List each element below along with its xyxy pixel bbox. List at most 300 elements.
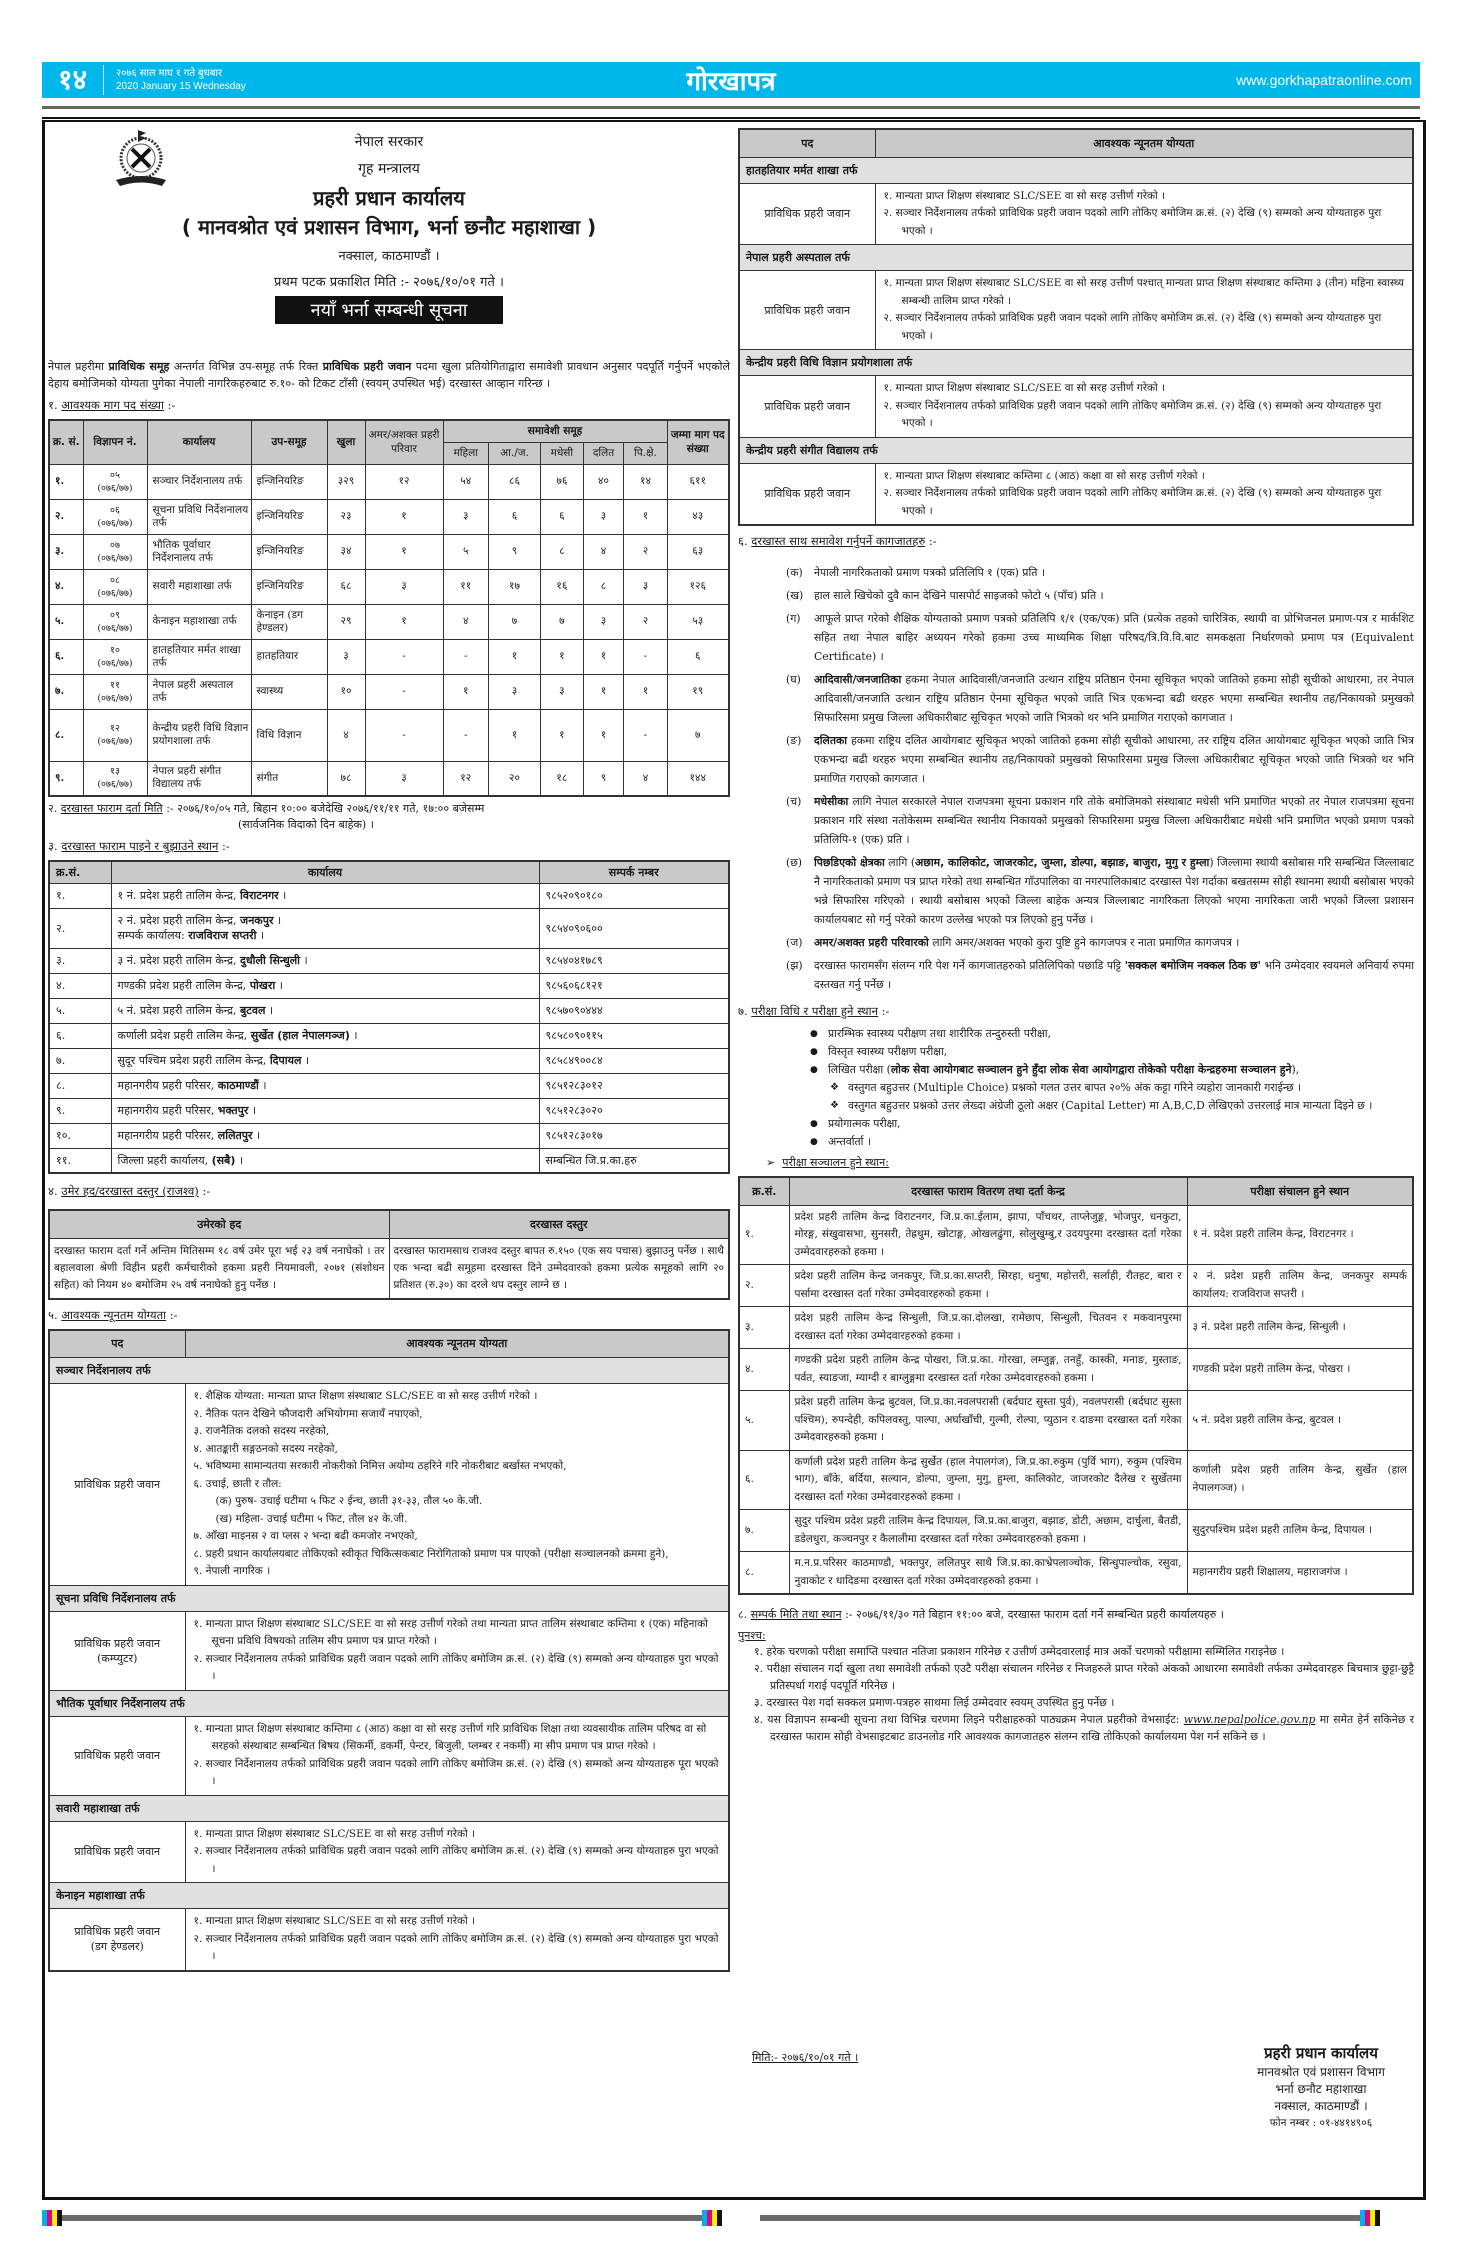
adv-number: ०७ — [110, 539, 120, 551]
section-heading: आवश्यक माग पद संख्या — [61, 398, 164, 412]
requirement-item: ८. प्रहरी प्रधान कार्यालयबाट तोकिएको स्वीकृत चिकित्सकबाट निरोगिताको प्रमाण पत्र पाएको (परीक्षा सञ्चालनको क्रममा हुने), — [193, 1547, 669, 1560]
table-row — [49, 534, 729, 569]
document-body: ) जिल्लामा स्थायी बसोबास गरि सम्बन्धित जिल्लाबाट नै नागरिकताको प्रमाण पत्र प्राप्त गरेको तथा सम्बन्धित गाँउपालिका वा नगरपालिकाबाट दरखास्त पेश गर्दाका बखतसम्म सोही स्थानमा स्थायी बसोबास भएको भन्ने सिफारिस गरिएको । स्थायी बसोबास भएको जिल्ला बाहेक अन्यत्र जिल्लाबाट नागरिकता लिएको भएमा नागरिकता जारी भएको जिल्ला प्रशासन कार्यालयबाट सो गर्नु परेको कारण उल्लेख भएको पत्र लिएको हुनु पर्नेछ । — [814, 856, 1414, 926]
postscript-item: २. परीक्षा संचालन गर्दा खुला तथा समावेशी तर्फको एउटै परीक्षा संचालन गरिनेछ र निजहरुले प्राप्त गरेको अंकको आधारमा समावेशी तर्फका उम्मेदवारहरु बिचमात्र छुट्टा-छुट्टै प्रतिस्पर्धा गराई पदपूर्ति गरिनेछ । — [754, 1662, 1414, 1692]
intro-text: पदमा खुला प्रतियोगिताद्वारा समावेशी प्रावधान अनुसार पदपूर्ति गर्नुपर्ने भएकोले देहाय बमोजिमको योग्यता पुगेका नेपाली नागरिकहरुबाट रु.१०- को टिकट टाँसी (स्वयम् उपस्थित भई) दरखास्त आव्हान गरिन्छ । — [48, 360, 730, 390]
requirement-item: २. सञ्चार निर्देशनालय तर्फको प्राविधिक प्रहरी जवान पदको लागि तोकिए बमोजिम क्र.सं. (२) देखि (९) सम्मको अन्य योग्यताहरु पुरा भएको । — [193, 1845, 719, 1875]
requirement-item: १. मान्यता प्राप्त शिक्षण संस्थाबाट SLC/SEE वा सो सरह उत्तीर्ण गरेको । — [193, 1915, 476, 1927]
cell-subgroup: स्वास्थ्य — [251, 674, 327, 709]
category-name: नेपाल प्रहरी अस्पताल तर्फ — [739, 245, 1413, 271]
cell-madhesi: १ — [541, 709, 584, 761]
fee-text: दरखास्त फारामसाथ राजश्व दस्तुर बापत रु.१५० (एक सय पचास) बुझाउनु पर्नेछ । साथै एक भन्दा बढी समूहमा दरखास्त दिने उम्मेदवारको हकमा प्रत्येक समूहको लागि २० प्रतिशत (रु.३०) का दरले थप दस्तुर लाग्ने छ । — [389, 1238, 729, 1299]
cell-sn: ७. — [739, 1510, 789, 1552]
adv-year: (०७६/७७) — [97, 552, 133, 564]
cell-madhesi: ७ — [541, 604, 584, 639]
cell-venue: कर्णाली प्रदेश प्रहरी तालिम केन्द्र, सुर्खेत (हाल नेपालगञ्ज) । — [1187, 1450, 1413, 1510]
cell-requirements — [875, 376, 1413, 438]
cell-open: २९ — [327, 604, 365, 639]
section-number: ७. — [738, 1004, 748, 1018]
cell-office: सूचना प्रविधि निर्देशनालय तर्फ — [147, 499, 251, 534]
category-row — [739, 437, 1413, 463]
section-heading: दरखास्त फाराम दर्ता मिति — [60, 802, 163, 815]
requirement-item: (क) पुरुष- उचाई घटीमा ५ फिट २ ईन्च, छाती ३१-३३, तौल ५० के.जी. — [215, 1495, 483, 1507]
document-body: नेपाली नागरिकताको प्रमाण पत्रको प्रतिलिपि १ (एक) प्रति । — [814, 566, 1045, 579]
cell-office: महानगरीय प्रहरी परिसर, काठमाण्डौं । — [111, 1073, 539, 1098]
cell-office: महानगरीय प्रहरी परिसर, ललितपुर । — [111, 1123, 539, 1148]
document-body: लागि अमर/अशक्त भएको कुरा पुष्टि हुने कागजपत्र र नाता प्रमाणित कागजपत्र । — [928, 936, 1240, 949]
cell-office: २ नं. प्रदेश प्रहरी तालिम केन्द्र, जनकपुर । सम्पर्क कार्यालय: राजविराज सप्तरी । — [111, 908, 539, 948]
office-text: कर्णाली प्रदेश प्रहरी तालिम केन्द्र, — [117, 1029, 251, 1042]
date-nepali: २०७६ साल माघ १ गते बुधबार — [116, 68, 223, 79]
cell-phone: ९८५१२८३०१७ — [539, 1123, 729, 1148]
cell-madhesi: १ — [541, 639, 584, 674]
cell-dalit: १ — [583, 709, 624, 761]
cell-dalit: ४ — [583, 534, 624, 569]
cell-women: - — [443, 639, 488, 674]
requirement-item: १. मान्यता प्राप्त शिक्षण संस्थाबाट SLC/SEE वा सो सरह उत्तीर्ण गरेको । — [883, 382, 1166, 394]
post-name: प्राविधिक प्रहरी जवान — [764, 303, 851, 317]
cell-sn: २. — [49, 908, 111, 948]
post-subtitle: (डग हेण्डलर) — [90, 1940, 144, 1954]
cell-post — [49, 1611, 185, 1690]
requirement-item: ६. उचाई, छाती र तौल: — [193, 1477, 282, 1490]
office-text: महानगरीय प्रहरी परिसर, — [117, 1104, 218, 1117]
postscript-item: १. हरेक चरणको परीक्षा समाप्ति पश्चात नतिजा प्रकाशन गरिनेछ र उत्तीर्ण उम्मेदवारलाई मात्र अर्को चरणको परीक्षामा सम्मिलित गराइनेछ । — [754, 1645, 1285, 1658]
cell-center: सुदुर पश्चिम प्रदेश प्रहरी तालिम केन्द्र दिपायल, जि.प्र.का.बाजुरा, बझाङ, डोटी, अछाम, दार्चुला, बैतडी, डडेलधुरा, कञ्चनपुर र कैलालीमा दरखास्त दर्ता गरेका उम्मेदवारहरुको हकमा । — [789, 1510, 1187, 1552]
table-row — [49, 973, 729, 998]
document-bold: आदिवासी/जनजातिका — [814, 673, 902, 686]
cell-subgroup: केनाइन (डग हेण्डलर) — [251, 604, 327, 639]
cell-office: केन्द्रीय प्रहरी विधि विज्ञान प्रयोगशाला तर्फ — [147, 709, 251, 761]
cell-women: १२ — [443, 761, 488, 796]
cell-janajati: १७ — [488, 569, 540, 604]
col-dalit: दलित — [583, 442, 624, 464]
cell-backward: - — [624, 709, 667, 761]
cell-sn: १०. — [49, 1123, 111, 1148]
cell-center: म.न.प्र.परिसर काठमाण्डौ, भक्तपुर, ललितपुर साथै जि.प्र.का.काभ्रेपलाञ्चोक, सिन्धुपाल्चोक, रसुवा, नुवाकोट र धादिङमा दरखास्त दर्ता गरेका उम्मेदवारहरुको हकमा । — [789, 1552, 1187, 1595]
cell-post — [49, 1384, 185, 1586]
document-body: दरखास्त फारामसँग संलग्न गरि पेश गर्ने कागजातहरुको प्रतिलिपिको पछाडि पट्टि — [814, 959, 1125, 972]
cell-women: ५ — [443, 534, 488, 569]
col-requirement: आवश्यक न्यूनतम योग्यता — [875, 129, 1413, 157]
cell-women: - — [443, 709, 488, 761]
category-row — [739, 245, 1413, 271]
cell-adv — [83, 499, 147, 534]
contact-date-text: :- २०७६/११/३० गते बिहान ११:०० बजे, दरखास्त फाराम दर्ता गर्ने सम्बन्धित प्रहरी कार्यालयहरु । — [841, 1608, 1224, 1621]
issue-dates — [104, 67, 246, 93]
category-row — [739, 350, 1413, 376]
qualification-row — [49, 1384, 729, 1586]
table-row — [739, 1552, 1413, 1595]
cell-phone: ९८५४०४१७८९ — [539, 948, 729, 973]
cell-adv — [83, 761, 147, 796]
table-row — [49, 464, 729, 499]
adv-year: (०७६/७७) — [97, 622, 133, 634]
adv-year: (०७६/७७) — [97, 779, 133, 791]
cmyk-marks — [702, 2210, 722, 2226]
cell-venue: ५ नं. प्रदेश प्रहरी तालिम केन्द्र, बुटवल । — [1187, 1391, 1413, 1451]
cell-center: प्रदेश प्रहरी तालिम केन्द्र विराटनगर, जि.प्र.का.ईलाम, झापा, पाँचथर, ताप्लेजुङ्ग, भोजपुर, धनकुटा, मोरङ्ग, संखुवासभा, सुनसरी, तेह्रथुम, खोटाङ्ग, ओखलढुंगा, सोलुखुम्बु,र उदयपुरमा दरखास्त दर्ता गरेका उम्मेदवारहरुको हकमा । — [789, 1205, 1187, 1265]
table-row — [49, 1148, 729, 1173]
section-heading: परीक्षा विधि र परीक्षा हुने स्थान — [751, 1004, 879, 1018]
section-2 — [48, 801, 730, 833]
intro-text: नेपाल प्रहरीमा — [48, 360, 109, 373]
cell-women: ११ — [443, 569, 488, 604]
table-row — [49, 674, 729, 709]
adv-year: (०७६/७७) — [97, 692, 133, 704]
intro-paragraph — [48, 358, 730, 392]
cell-backward: २ — [624, 534, 667, 569]
cell-dalit: ३ — [583, 604, 624, 639]
cell-requirements — [185, 1611, 729, 1690]
table-row — [49, 908, 729, 948]
exam-step-text: विस्तृत स्वास्थ्य परीक्षण परीक्षा, — [828, 1045, 948, 1058]
cell-center: प्रदेश प्रहरी तालिम केन्द्र बुटवल, जि.प्र.का.नवलपरासी (बर्दघाट सुस्ता पुर्व), नवलपरासी (बर्दघाट सुस्ता पश्चिम), रुपन्देही, कपिलवस्तु, पाल्पा, अर्घाखाँची, गुल्मी, रोल्पा, प्युठान र दाङमा दरखास्त दर्ता गरेका उम्मेदवारहरुको हकमा । — [789, 1391, 1187, 1451]
cell-sn: ३. — [49, 534, 83, 569]
cell-phone: ९८५८४९००८४ — [539, 1048, 729, 1073]
cell-madhesi: ७६ — [541, 464, 584, 499]
adv-year: (०७६/७७) — [97, 517, 133, 529]
cell-requirements — [185, 1821, 729, 1883]
adv-number: ०८ — [110, 574, 120, 586]
col-backward: पि.क्षे. — [624, 442, 667, 464]
cell-total: ४३ — [667, 499, 729, 534]
cell-family: - — [365, 709, 443, 761]
print-registration-bar — [62, 2215, 707, 2221]
requirement-item: २. नैतिक पतन देखिने फौजदारी अभियोगमा सजायँ नपाएको, — [193, 1407, 423, 1420]
requirement-item: (ख) महिला- उचाई घटीमा ५ फिट, तौल ४२ के.जी. — [215, 1512, 408, 1525]
required-documents-list — [738, 563, 1414, 994]
cell-total: ६११ — [667, 464, 729, 499]
cell-post — [49, 1909, 185, 1971]
table-row — [49, 883, 729, 908]
cell-sn: ६. — [739, 1450, 789, 1510]
exam-step-bold: लोक सेवा आयोगबाट सञ्चालन हुने हुँदा लोक सेवा आयोगद्वारा तोकेको परीक्षा केन्द्रहरुमा सञ्चालन हुने — [890, 1063, 1292, 1076]
cell-post — [49, 1716, 185, 1795]
cell-sn: ११. — [49, 1148, 111, 1173]
cell-office: नेपाल प्रहरी अस्पताल तर्फ — [147, 674, 251, 709]
cell-dalit: ४० — [583, 464, 624, 499]
cell-phone: ९८५१२८३०२० — [539, 1098, 729, 1123]
category-name: सञ्चार निर्देशनालय तर्फ — [49, 1358, 729, 1384]
document-text — [814, 563, 1414, 582]
cell-madhesi: ८ — [541, 534, 584, 569]
cell-backward: - — [624, 639, 667, 674]
cell-madhesi: १८ — [541, 761, 584, 796]
qualification-row — [739, 183, 1413, 245]
cell-open: ७८ — [327, 761, 365, 796]
col-subgroup: उप-समूह — [251, 420, 327, 464]
print-registration-bar — [760, 2215, 1365, 2221]
cell-family: ३ — [365, 569, 443, 604]
exam-step-text: लिखित परीक्षा ( — [828, 1063, 891, 1076]
cell-total: ५३ — [667, 604, 729, 639]
document-item — [738, 563, 1414, 582]
cell-venue: ३ नं. प्रदेश प्रहरी तालिम केन्द्र, सिन्धुली । — [1187, 1307, 1413, 1349]
document-text — [814, 586, 1414, 605]
cell-center: गण्डकी प्रदेश प्रहरी तालिम केन्द्र पोखरा, जि.प्र.का. गोरखा, लम्जुङ्ग, तनहुँ, कास्की, मनाङ, मुस्ताङ, पर्वत, स्याङजा, म्याग्दी र बाग्लुङ्गमा दरखास्त दर्ता गरेका उम्मेदवारहरुको हकमा । — [789, 1349, 1187, 1391]
cell-women: ४ — [443, 604, 488, 639]
cell-total: १२६ — [667, 569, 729, 604]
adv-number: ०९ — [110, 609, 120, 621]
section-7-title — [738, 1004, 1414, 1019]
cell-subgroup: विधि विज्ञान — [251, 709, 327, 761]
requirement-item: ५. भविष्यमा सामान्यतया सरकारी नोकरीको निमित्त अयोग्य ठहरिने गरि नोकरीबाट बर्खास्त नभएको, — [193, 1460, 567, 1472]
col-sn: क्र.सं. — [739, 1177, 789, 1205]
notice-date: मिति:- २०७६/१०/०१ गते । — [752, 2051, 859, 2064]
post-name: प्राविधिक प्रहरी जवान — [74, 1845, 161, 1859]
cell-janajati: २० — [488, 761, 540, 796]
cell-venue: सुदुरपश्चिम प्रदेश प्रहरी तालिम केन्द्र, दिपायल । — [1187, 1510, 1413, 1552]
adv-year: (०७६/७७) — [97, 482, 133, 494]
website-link[interactable]: www.gorkhapatraonline.com — [1236, 72, 1412, 88]
cell-sn: ९. — [49, 761, 83, 796]
cell-venue: १ नं. प्रदेश प्रहरी तालिम केन्द्र, विराटनगर । — [1187, 1205, 1413, 1265]
arrow-icon: ➢ — [766, 1156, 776, 1169]
document-item — [738, 586, 1414, 605]
cell-family: १ — [365, 499, 443, 534]
intro-bold: प्राविधिक प्रहरी जवान — [322, 360, 412, 373]
table-row — [49, 1098, 729, 1123]
adv-year: (०७६/७७) — [97, 736, 133, 747]
document-bold: अमर/अशक्त प्रहरी परिवारको — [814, 936, 929, 949]
exam-step — [738, 1061, 1414, 1079]
document-text — [814, 933, 1414, 952]
office-location: (सबै) — [211, 1153, 236, 1167]
category-row — [49, 1358, 729, 1384]
masthead-rule — [42, 106, 1420, 109]
office-text: महानगरीय प्रहरी परिसर, — [117, 1079, 218, 1092]
table-row — [49, 604, 729, 639]
section-heading: सम्पर्क मिति तथा स्थान — [750, 1608, 842, 1621]
cell-office: जिल्ला प्रहरी कार्यालय, (सबै) । — [111, 1148, 539, 1173]
section-8 — [738, 1607, 1414, 1622]
section-heading: दरखास्त फाराम पाइने र बुझाउने स्थान — [61, 839, 219, 853]
cell-sn: १. — [49, 883, 111, 908]
requirement-item: ४. आतङ्कारी सङ्गठनको सदस्य नरहेको, — [193, 1442, 338, 1455]
document-label: (ग) — [786, 612, 801, 625]
cell-phone: ९८५८०९०११५ — [539, 1023, 729, 1048]
intro-text: अन्तर्गत विभिन्न उप-समूह तर्फ रिक्त — [169, 360, 323, 373]
cell-dalit: ३ — [583, 499, 624, 534]
category-row — [49, 1690, 729, 1716]
table-row — [739, 1265, 1413, 1307]
cell-madhesi: ६ — [541, 499, 584, 534]
category-row — [49, 1883, 729, 1909]
section-suffix: :- — [925, 534, 937, 548]
cell-requirements — [185, 1909, 729, 1971]
col-venue: परीक्षा संचालन हुने स्थान — [1187, 1177, 1413, 1205]
cell-post — [739, 271, 875, 350]
cell-backward: १४ — [624, 464, 667, 499]
section-heading: आवश्यक न्यूनतम योग्यता — [61, 1307, 167, 1322]
cell-office: सवारी महाशाखा तर्फ — [147, 569, 251, 604]
cell-janajati: ७ — [488, 604, 540, 639]
requirement-item: २. सञ्चार निर्देशनालय तर्फको प्राविधिक प्रहरी जवान पदको लागि तोकिए बमोजिम क्र.सं. (२) देखि (९) सम्मको अन्य योग्यताहरु पुरा भएको । — [883, 312, 1382, 342]
document-item — [738, 731, 1414, 788]
cell-backward: ४ — [624, 761, 667, 796]
cell-center: प्रदेश प्रहरी तालिम केन्द्र जनकपुर, जि.प्र.का.सप्तरी, सिरहा, धनुषा, महोत्तरी, सर्लाही, रौतहट, बारा र पर्सामा दरखास्त दर्ता गरेका उम्मेदवारहरुको हकमा । — [789, 1265, 1187, 1307]
adv-number: ०५ — [110, 469, 120, 481]
office-text: ५ नं. प्रदेश प्रहरी तालिम केन्द्र, — [117, 1004, 241, 1017]
cell-total: ७ — [667, 709, 729, 761]
qualification-row — [49, 1716, 729, 1795]
exam-step — [738, 1079, 1414, 1097]
section-suffix: :- — [218, 839, 230, 853]
adv-number: ११ — [110, 679, 120, 691]
col-requirement: आवश्यक न्यूनतम योग्यता — [185, 1330, 729, 1358]
category-name: भौतिक पूर्वाधार निर्देशनालय तर्फ — [49, 1690, 729, 1716]
category-name: सवारी महाशाखा तर्फ — [49, 1795, 729, 1821]
cell-sn: ८. — [739, 1552, 789, 1595]
category-name: सूचना प्रविधि निर्देशनालय तर्फ — [49, 1585, 729, 1611]
cell-adv — [83, 639, 147, 674]
cell-sn: १. — [739, 1205, 789, 1265]
cell-madhesi: १६ — [541, 569, 584, 604]
col-family: अमर/अशक्त प्रहरी परिवार — [365, 420, 443, 464]
section-heading: उमेर हद/दरखास्त दस्तुर (राजश्व) — [61, 1184, 199, 1198]
intro-bold: प्राविधिक समूह — [108, 360, 170, 373]
qualification-row — [739, 271, 1413, 350]
cell-family: १ — [365, 534, 443, 569]
document-body: भनि उम्मेदवार स्वयमले अनिवार्य रुपमा दस्तखत गर्नु पर्नेछ । — [814, 959, 1415, 991]
cell-dalit: १ — [583, 674, 624, 709]
cell-backward: ३ — [624, 569, 667, 604]
cell-total: १४४ — [667, 761, 729, 796]
table-row — [49, 761, 729, 796]
age-fee-table — [48, 1209, 730, 1300]
document-text — [814, 731, 1414, 788]
adv-number: १२ — [110, 723, 120, 734]
adv-number: १३ — [110, 766, 120, 778]
cell-janajati: १ — [488, 709, 540, 761]
cell-subgroup: इन्जिनियरिङ — [251, 534, 327, 569]
category-row — [49, 1795, 729, 1821]
cell-post — [49, 1821, 185, 1883]
cell-phone: सम्बन्धित जि.प्र.का.हरु — [539, 1148, 729, 1173]
contact-office-text: सम्पर्क कार्यालय: — [117, 929, 189, 942]
office-location: पोखरा — [249, 979, 276, 992]
department-name: ( मानवश्रोत एवं प्रशासन विभाग, भर्ना छनौट महाशाखा ) — [181, 215, 597, 239]
cell-office: महानगरीय प्रहरी परिसर, भक्तपुर । — [111, 1098, 539, 1123]
issuer-division: भर्ना छनौट महाशाखा — [1275, 2082, 1367, 2096]
cell-janajati: ६ — [488, 499, 540, 534]
document-bold: दलितका — [814, 734, 848, 747]
document-body: हकमा राष्ट्रिय दलित आयोगबाट सूचिकृत भएको जातिको हकमा सोही सूचीको आधारमा, तर राष्ट्रिय दलित आयोगबाट सूचिकृत भएको जाति भित्र एकभन्दा बढी थरहरु भएमा सम्बन्धित स्थानीय तह/निकायको प्रमुखको सिफारिसमा प्रमुख जिल्ला अधिकारीबाट सूचिकृत भएको जाति भित्रको थर भनि प्रमाणित गराएको कागजात । — [814, 734, 1414, 785]
cell-requirements — [875, 271, 1413, 350]
office-location: जनकपुर — [240, 914, 274, 927]
cell-backward: १ — [624, 499, 667, 534]
cell-adv — [83, 604, 147, 639]
post-name: प्राविधिक प्रहरी जवान — [74, 1636, 161, 1650]
cell-phone: ९८५४०९०६०० — [539, 908, 729, 948]
table-row — [49, 639, 729, 674]
cell-sn: ६. — [49, 1023, 111, 1048]
office-text: ३ नं. प्रदेश प्रहरी तालिम केन्द्र, — [117, 954, 241, 967]
cell-janajati: ३ — [488, 674, 540, 709]
section-3-title — [48, 839, 730, 854]
cell-subgroup: इन्जिनियरिङ — [251, 499, 327, 534]
cell-center: कर्णाली प्रदेश प्रहरी तालिम केन्द्र सुर्खेत (हाल नेपालगंज), जि.प्र.का.रुकुम (पुर्वि भाग), रुकुम (पश्चिम भाग), बाँके, बर्दिया, सल्यान, डोल्पा, जुम्ला, मुगु, हुम्ला, कालिकोट, जाजरकोट दैलेख र सुर्खेतमा दरखास्त दर्ता गरेका उम्मेदवारहरुको हकमा । — [789, 1450, 1187, 1510]
section-number: ३. — [48, 839, 58, 853]
requirement-item: १. शैक्षिक योग्यता: मान्यता प्राप्त शिक्षण संस्थाबाट SLC/SEE वा सो सरह उत्तीर्ण गरेको । — [193, 1390, 538, 1402]
masthead-rule-dark — [42, 117, 1420, 119]
office-text: सुदूर पश्चिम प्रदेश प्रहरी तालिम केन्द्र, — [117, 1054, 270, 1067]
cell-women: १ — [443, 674, 488, 709]
cell-total: १९ — [667, 674, 729, 709]
posts-table — [48, 419, 730, 797]
cell-phone: ९८५१२८३०१२ — [539, 1073, 729, 1098]
table-row — [739, 1205, 1413, 1265]
registration-dates: :- २०७६/१०/०५ गते, बिहान १०:०० बजेदेखि २०७६/११/११ गते, १७:०० बजेसम्म — [162, 802, 485, 815]
cell-sn: ६. — [49, 639, 83, 674]
office-location: सुर्खेत (हाल नेपालगञ्ज) — [250, 1029, 350, 1042]
contact-office-location: राजविराज सप्तरी — [188, 929, 257, 942]
requirement-item: ७. आँखा माइनस २ वा प्लस २ भन्दा बढी कमजोर नभएको, — [193, 1530, 418, 1542]
cell-janajati: ९ — [488, 534, 540, 569]
page-number: १४ — [42, 65, 104, 95]
requirement-item: २. सञ्चार निर्देशनालय तर्फको प्राविधिक प्रहरी जवान पदको लागि तोकिए बमोजिम क्र.सं. (२) देखि (९) सम्मको अन्य योग्यताहरु पुरा भएको । — [883, 399, 1382, 429]
cell-requirements — [185, 1716, 729, 1795]
office-location: बुटवल — [240, 1004, 266, 1017]
cell-janajati: १ — [488, 639, 540, 674]
cell-requirements — [185, 1384, 729, 1586]
cell-office: हातहतियार मर्मत शाखा तर्फ — [147, 639, 251, 674]
office-location: दिपायल — [269, 1054, 302, 1067]
cmyk-marks — [1360, 2210, 1380, 2226]
cell-sn: ४. — [49, 973, 111, 998]
requirement-item: २. सञ्चार निर्देशनालय तर्फको प्राविधिक प्रहरी जवान पदको लागि तोकिए बमोजिम क्र.सं. (२) देखि (९) सम्मको अन्य योग्यताहरु पुरा भएको । — [883, 207, 1382, 237]
col-total: जम्मा माग पद संख्या — [667, 420, 729, 464]
nepal-police-emblem-icon — [110, 128, 172, 190]
cell-sn: ५. — [49, 604, 83, 639]
table-row — [739, 1307, 1413, 1349]
col-open: खुला — [327, 420, 365, 464]
office-location: ललितपुर — [217, 1129, 253, 1142]
col-office: कार्यालय — [147, 420, 251, 464]
cell-women: ३ — [443, 499, 488, 534]
form-locations-table — [48, 860, 730, 1174]
cell-women: ५४ — [443, 464, 488, 499]
postscript-item: ३. दरखास्त पेश गर्दा सक्कल प्रमाण-पत्रहरु साथमा लिई उम्मेदवार स्वयम् उपस्थित हुनु पर्नेछ । — [754, 1696, 1115, 1709]
category-name: केन्द्रीय प्रहरी विधि विज्ञान प्रयोगशाला तर्फ — [739, 350, 1413, 376]
cell-phone: ९८५७०९०४४४ — [539, 998, 729, 1023]
cmyk-marks — [42, 2210, 62, 2226]
section-suffix: :- — [878, 1004, 890, 1018]
post-name: प्राविधिक प्रहरी जवान — [764, 487, 851, 501]
cell-sn: ८. — [49, 1073, 111, 1098]
section-suffix: :- — [166, 1307, 178, 1322]
document-text — [814, 956, 1414, 994]
cell-sn: ३. — [739, 1307, 789, 1349]
cell-venue: २ नं. प्रदेश प्रहरी तालिम केन्द्र, जनकपुर सम्पर्क कार्यालय: राजविराज सप्तरी । — [1187, 1265, 1413, 1307]
nepal-police-website-link[interactable]: www.nepalpolice.gov.np — [1183, 1713, 1316, 1726]
cell-subgroup: संगीत — [251, 761, 327, 796]
qualifications-table-right — [738, 128, 1414, 526]
cell-office: १ नं. प्रदेश प्रहरी तालिम केन्द्र, विराटनगर । — [111, 883, 539, 908]
col-phone: सम्पर्क नम्बर — [539, 861, 729, 883]
exam-venues-table — [738, 1176, 1414, 1595]
document-body: हकमा नेपाल आदिवासी/जनजाति उत्थान राष्ट्रिय प्रतिष्ठान ऐनमा सूचिकृत भएको जातिको हकमा सोही सूचीको आधारमा, तर नेपाल आदिवासी/जनजाति उत्थान राष्ट्रिय प्रतिष्ठान ऐनमा सूचिकृत भएको जाति भित्र एकभन्दा बढी थरहरु भएमा सम्बन्धित स्थानीय तह/निकायको प्रमुखको सिफारिसमा प्रमुख जिल्ला अधिकारीबाट सूचिकृत भएको जाति भित्रको थर भनि प्रमाणित गराएको कागजात । — [814, 673, 1414, 724]
govt-name: नेपाल सरकार — [354, 134, 424, 150]
qualification-row — [739, 376, 1413, 438]
notice-banner: नयाँ भर्ना सम्बन्धी सूचना — [275, 296, 504, 324]
requirement-item: २. सञ्चार निर्देशनालय तर्फको प्राविधिक प्रहरी जवान पदको लागि तोकिए बमोजिम क्र.सं. (२) देखि (९) सम्मको अन्य योग्यताहरु पुरा भएको । — [193, 1652, 719, 1682]
cell-family: १२ — [365, 464, 443, 499]
office-location: भक्तपुर — [217, 1104, 249, 1117]
table-row — [49, 569, 729, 604]
section-heading: दरखास्त साथ समावेश गर्नुपर्ने कागजातहरु — [751, 534, 926, 548]
